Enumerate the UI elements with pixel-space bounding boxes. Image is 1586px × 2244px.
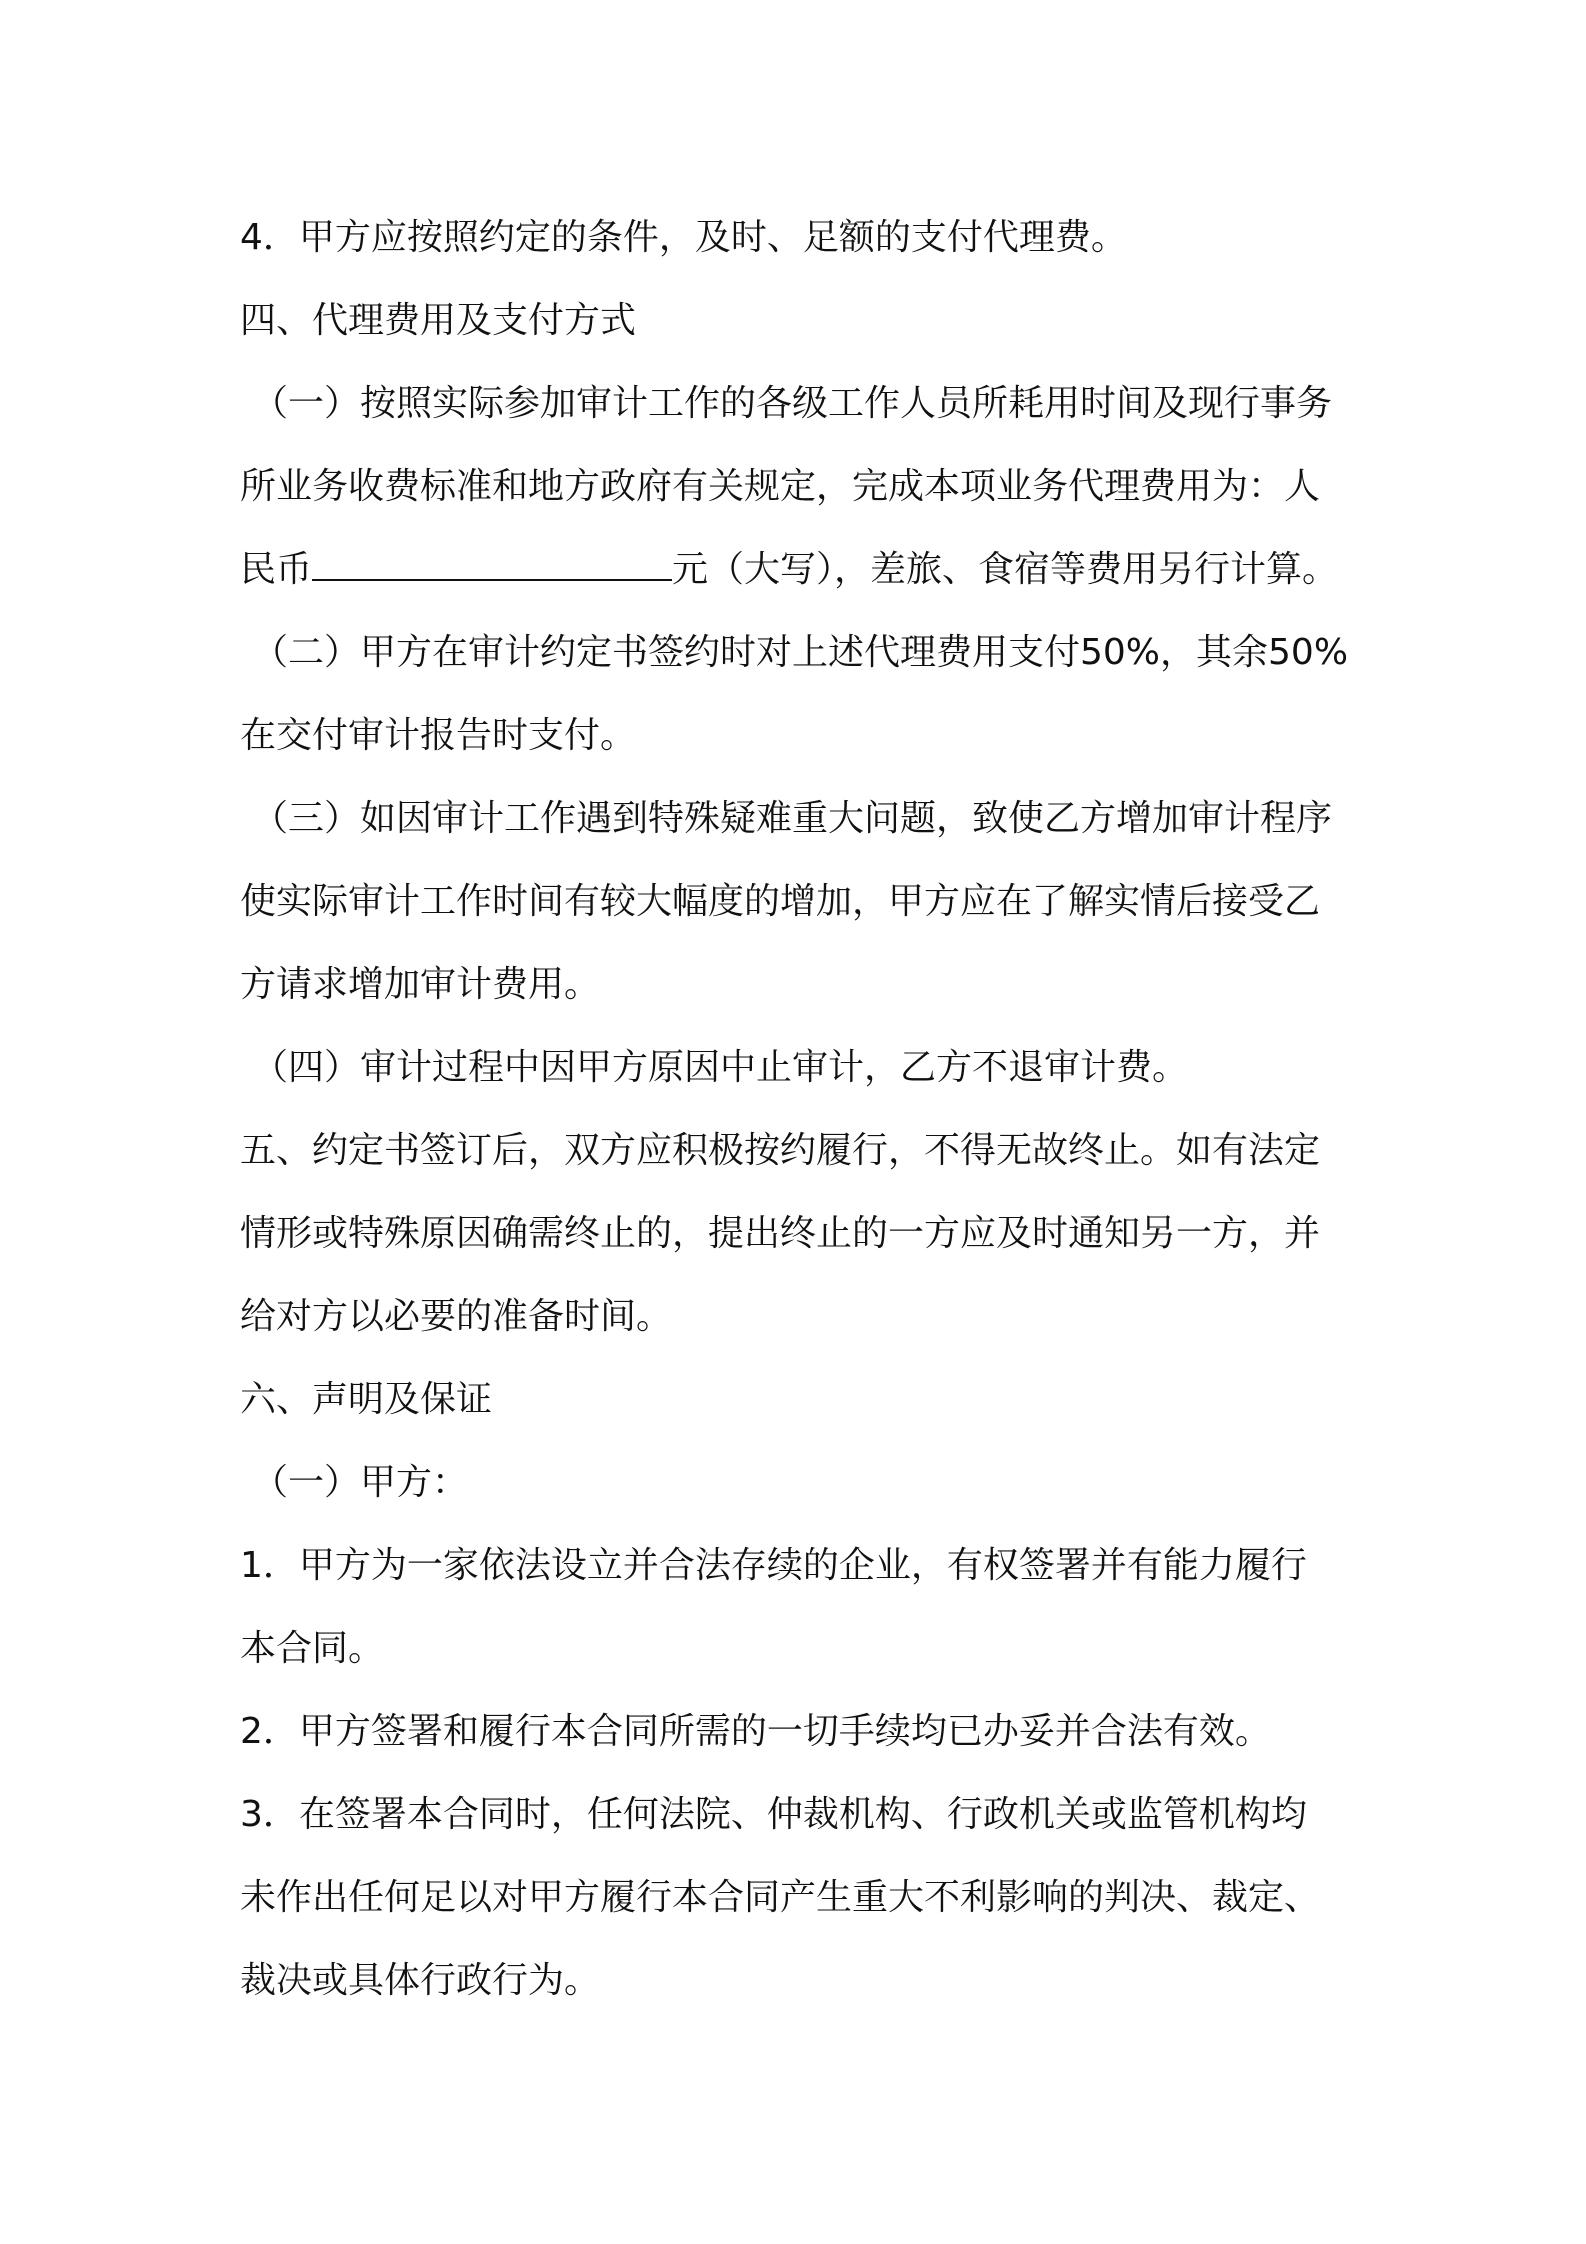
document-body xyxy=(240,196,1360,2022)
fee-suffix: 元（大写），差旅、食宿等费用另行计算。 xyxy=(672,549,1339,590)
warranty-3-line-1: 3．在签署本合同时，任何法院、仲裁机构、行政机关或监管机构均 xyxy=(240,1794,1307,1835)
clause-4-2-line-1: （二）甲方在审计约定书签约时对上述代理费用支付50%，其余50% xyxy=(252,632,1349,673)
fee-amount-blank xyxy=(312,549,672,581)
clause-4-1-line-3 xyxy=(240,528,1360,611)
warranty-3-line-2: 未作出任何足以对甲方履行本合同产生重大不利影响的判决、裁定、 xyxy=(240,1877,1321,1918)
section-5-line-2: 情形或特殊原因确需终止的，提出终止的一方应及时通知另一方，并 xyxy=(240,1213,1321,1254)
warranty-1-line-2: 本合同。 xyxy=(240,1628,385,1669)
fee-prefix: 民币 xyxy=(240,549,313,590)
warranty-3-line-3: 裁决或具体行政行为。 xyxy=(240,1960,601,2001)
clause-4-1-line-1: （一）按照实际参加审计工作的各级工作人员所耗用时间及现行事务 xyxy=(252,383,1333,424)
clause-4-2-line-2: 在交付审计报告时支付。 xyxy=(240,715,637,756)
clause-4-3-line-3: 方请求增加审计费用。 xyxy=(240,964,601,1005)
clause-4-3-line-2: 使实际审计工作时间有较大幅度的增加，甲方应在了解实情后接受乙 xyxy=(240,881,1321,922)
section-6-heading: 六、声明及保证 xyxy=(240,1379,493,1420)
party-a-heading: （一）甲方： xyxy=(252,1462,469,1503)
clause-4-3-line-1: （三）如因审计工作遇到特殊疑难重大问题，致使乙方增加审计程序 xyxy=(252,798,1333,839)
clause-4-4: （四）审计过程中因甲方原因中止审计，乙方不退审计费。 xyxy=(252,1047,1189,1088)
section-4-heading: 四、代理费用及支付方式 xyxy=(240,300,637,341)
warranty-1-line-1: 1．甲方为一家依法设立并合法存续的企业，有权签署并有能力履行 xyxy=(240,1545,1307,1586)
warranty-2: 2．甲方签署和履行本合同所需的一切手续均已办妥并合法有效。 xyxy=(240,1711,1271,1752)
section-5-line-1: 五、约定书签订后，双方应积极按约履行，不得无故终止。如有法定 xyxy=(240,1130,1321,1171)
clause-4-payment: 4．甲方应按照约定的条件，及时、足额的支付代理费。 xyxy=(240,217,1127,258)
section-5-line-3: 给对方以必要的准备时间。 xyxy=(240,1296,673,1337)
clause-4-1-line-2: 所业务收费标准和地方政府有关规定，完成本项业务代理费用为：人 xyxy=(240,466,1321,507)
